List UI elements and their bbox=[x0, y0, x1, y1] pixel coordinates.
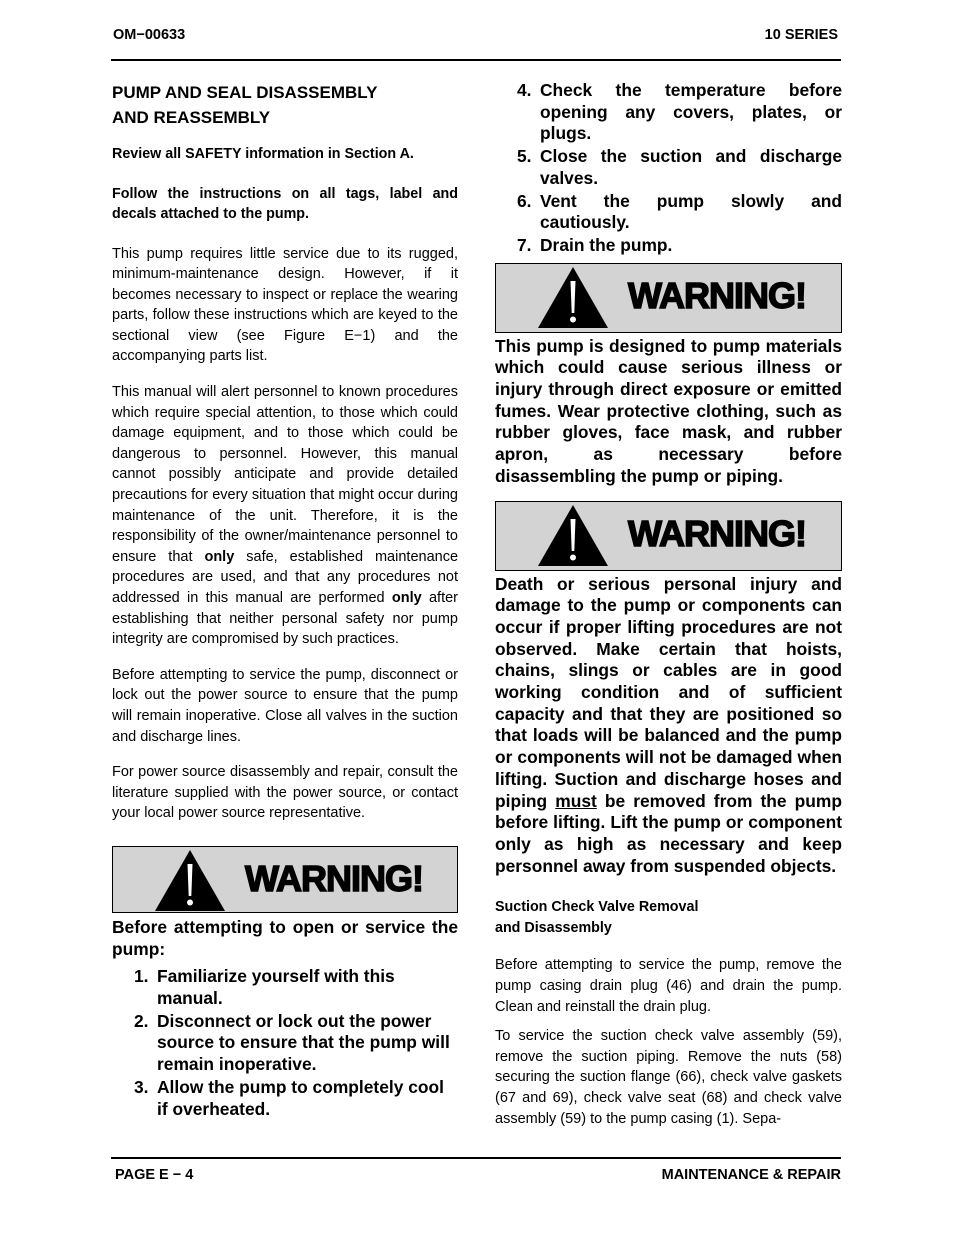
precaution-steps-continued bbox=[495, 80, 842, 257]
footer-rule bbox=[111, 1157, 841, 1159]
list-item: 7. Drain the pump. bbox=[517, 234, 673, 255]
precaution-steps bbox=[112, 966, 458, 1120]
footer-section-name: MAINTENANCE & REPAIR bbox=[661, 1167, 841, 1183]
power-paragraph: Before attempting to service the pump, disconnect or lock out the power source to ensure that the pump will remain inoperative. Close all valves in the suction and discharge lines. bbox=[112, 666, 458, 745]
header-rule bbox=[111, 59, 841, 61]
list-item: 2. Disconnect or lock out the power source to ensure that the pump will remain inoperative. bbox=[134, 1010, 450, 1075]
check-valve-paragraph: To service the suction check valve assembly (59), remove the suction piping. Remove the nuts (58) securing the suction flange (66), check valve gaskets (67 and 69), check valve seat (68) and check valve assembly (59) to the pump casing (1). Sepa- bbox=[495, 1028, 842, 1127]
list-item: 6. Vent the pump slowly and cautiously. bbox=[517, 190, 842, 233]
safety-note: Review all SAFETY information in Section A. bbox=[112, 146, 414, 162]
warning-intro: Before attempting to open or service the pump: bbox=[112, 916, 458, 959]
list-item: 3. Allow the pump to completely cool if overheated. bbox=[134, 1076, 444, 1119]
drain-paragraph: Before attempting to service the pump, remove the pump casing drain plug (46) and drain the pump. Clean and reinstall the drain plug. bbox=[495, 957, 842, 1015]
materials-warning-text: This pump is designed to pump materials which could cause serious illness or injury through direct exposure or emitted fumes. Wear protective clothing, such as rubber gloves, face mask, and rubber apron, as necessary before disassembling the pump or piping. bbox=[495, 335, 842, 486]
tags-note: Follow the instructions on all tags, label and decals attached to the pump. bbox=[112, 185, 458, 222]
footer-page-number: PAGE E − 4 bbox=[115, 1167, 194, 1183]
header-doc-number: OM−00633 bbox=[113, 27, 186, 43]
section-title: PUMP AND SEAL DISASSEMBLY AND REASSEMBLY bbox=[112, 83, 378, 127]
power-source-paragraph: For power source disassembly and repair, consult the literature supplied with the power source, or contact your local power source representative. bbox=[112, 764, 458, 822]
warning-label: WARNING! bbox=[628, 274, 806, 316]
subsection-title: Suction Check Valve Removal and Disassembly bbox=[495, 899, 699, 937]
right-column bbox=[495, 80, 842, 1144]
header-series: 10 SERIES bbox=[764, 27, 838, 43]
warning-triangle-icon bbox=[536, 265, 610, 329]
lifting-warning-text: Death or serious personal injury and damage to the pump or components can occur if proper lifting procedures are not observed. Make certain that hoists, chains, slings or cables are in good working condition and of sufficient capacity and that they are positioned so that loads will be balanced and the pump or components will not be damaged when lifting. Suction and discharge hoses and piping must be removed from the pump before lifting. Lift the pump or component only as high as necessary and keep personnel away from suspended objects. bbox=[495, 573, 842, 876]
warning-box bbox=[495, 501, 842, 571]
list-item: 1. Familiarize yourself with this manual. bbox=[134, 966, 395, 1009]
warning-label: WARNING! bbox=[245, 857, 423, 899]
warning-label: WARNING! bbox=[628, 512, 806, 554]
list-item: 5. Close the suction and discharge valves. bbox=[517, 146, 842, 188]
warning-box bbox=[112, 846, 458, 913]
warning-triangle-icon bbox=[536, 503, 610, 567]
list-item: 4. Check the temperature before opening any covers, plates, or plugs. bbox=[517, 80, 842, 144]
procedures-paragraph: This manual will alert personnel to known procedures which require special attention, to those which could damage equipment, and to those which could be dangerous to personnel. However, this manual cannot possibly anticipate and provide detailed precautions for every situation that might occur during maintenance of the unit. Therefore, it is the responsibility of the owner/maintenance personnel to ensure that only safe, established maintenance procedures are used, and that any procedures not addressed in this manual are performed only after establishing that neither personal safety nor pump integrity are compromised by such practices. bbox=[112, 384, 459, 648]
warning-triangle-icon bbox=[153, 848, 227, 912]
left-column bbox=[112, 80, 458, 1121]
intro-paragraph: This pump requires little service due to its rugged, minimum-maintenance design. However, if it becomes necessary to inspect or replace the wearing parts, follow these instructions which are keyed to the sectional view (see Figure E−1) and the accompanying parts list. bbox=[112, 245, 458, 365]
warning-box bbox=[495, 263, 842, 333]
